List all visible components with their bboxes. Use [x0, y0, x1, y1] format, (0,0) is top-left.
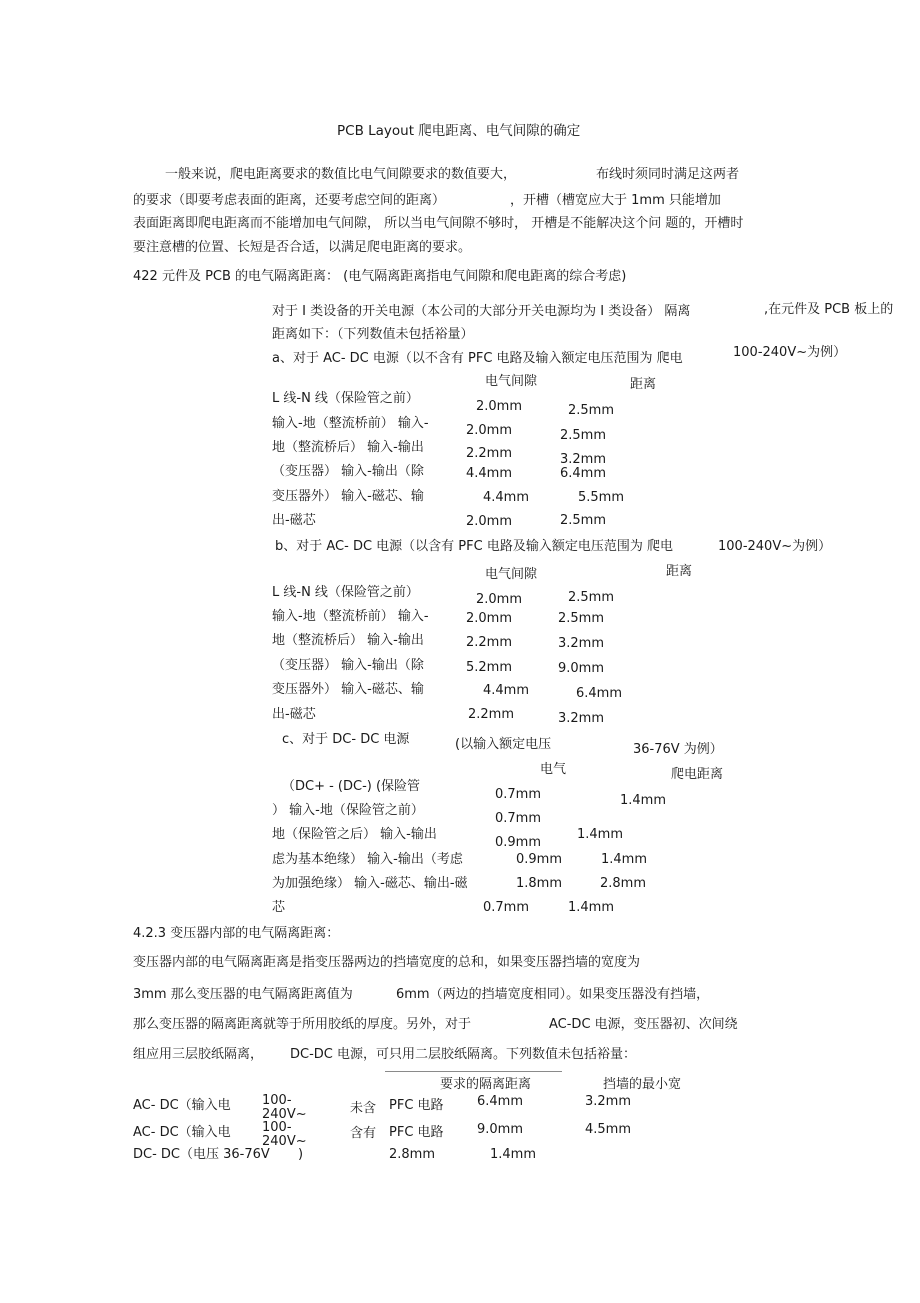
creepage-value: 2.5mm	[560, 428, 607, 443]
creepage-value: 2.5mm	[560, 513, 607, 528]
column-header: 距离	[666, 564, 693, 579]
clearance-value: 4.4mm	[466, 466, 513, 481]
clearance-value: 5.2mm	[466, 660, 513, 675]
clearance-value: 1.8mm	[516, 876, 563, 891]
column-header: 电气	[540, 762, 567, 777]
body-line: 变压器内部的电气隔离距离是指变压器两边的挡墙宽度的总和，如果变压器挡墙的宽度为	[133, 955, 641, 970]
clearance-value: 0.9mm	[495, 835, 542, 850]
row-label: 芯	[272, 900, 286, 915]
creepage-value: 2.5mm	[558, 611, 605, 626]
voltage-range: 100-240V~为例）	[733, 345, 847, 360]
clearance-value: 2.2mm	[466, 446, 513, 461]
table-rule	[385, 1071, 562, 1072]
section-intro: 距离如下：（下列数值未包括裕量）	[272, 327, 474, 342]
clearance-value: 2.2mm	[466, 635, 513, 650]
row-label: （变压器） 输入-输出（除	[272, 464, 424, 479]
row-label: 输入-地（整流桥前） 输入-	[272, 609, 429, 624]
section-intro: ,在元件及 PCB 板上的	[764, 302, 894, 317]
clearance-value: 0.7mm	[495, 811, 542, 826]
row-label: 出-磁芯	[272, 513, 316, 528]
table-row-isolation: 9.0mm	[477, 1122, 524, 1137]
row-label: 地（整流桥后） 输入-输出	[272, 633, 424, 648]
table-row-pfc: PFC 电路	[389, 1098, 444, 1113]
table-row-wall: 1.4mm	[490, 1147, 537, 1162]
row-label: L 线-N 线（保险管之前）	[272, 391, 419, 406]
clearance-value: 0.9mm	[516, 852, 563, 867]
table-row-isolation: 6.4mm	[477, 1094, 524, 1109]
body-line: AC-DC 电源，变压器初、次间绕	[549, 1017, 738, 1032]
intro-line: 布线时须同时满足这两者	[596, 167, 740, 182]
row-label: 输入-地（整流桥前） 输入-	[272, 416, 429, 431]
clearance-value: 2.0mm	[476, 592, 523, 607]
creepage-value: 1.4mm	[568, 900, 615, 915]
creepage-value: 3.2mm	[558, 711, 605, 726]
clipped-cell	[262, 1107, 308, 1122]
subsection-note: (以输入额定电压	[455, 737, 552, 752]
row-label: L 线-N 线（保险管之前）	[272, 585, 419, 600]
table-row-label: AC- DC（输入电	[133, 1125, 231, 1140]
table-row-wall: 3.2mm	[585, 1094, 632, 1109]
column-header: 距离	[630, 377, 657, 392]
intro-line: 的要求（即要考虑表面的距离，还要考虑空间的距离）	[133, 193, 446, 208]
table-row-voltage: 240V~	[262, 1134, 307, 1149]
creepage-value: 3.2mm	[558, 636, 605, 651]
row-label: 变压器外） 输入-磁芯、输	[272, 682, 424, 697]
table-row-isolation: 2.8mm	[389, 1147, 436, 1162]
column-header: 电气间隙	[485, 567, 538, 582]
table-row-voltage: 100-	[262, 1093, 292, 1108]
clearance-value: 0.7mm	[483, 900, 530, 915]
body-line: 3mm 那么变压器的电气隔离距离值为	[133, 987, 353, 1002]
column-header: 挡墙的最小宽	[603, 1077, 682, 1092]
subsection-heading: b、对于 AC- DC 电源（以含有 PFC 电路及输入额定电压范围为 爬电	[275, 539, 673, 554]
table-row-voltage: 100-	[262, 1120, 292, 1135]
table-row-close: )	[298, 1147, 304, 1162]
table-row-pfc: PFC 电路	[389, 1125, 444, 1140]
creepage-value: 2.5mm	[568, 403, 615, 418]
intro-line: ，开槽（槽宽应大于 1mm 只能增加	[510, 193, 721, 208]
row-label: （变压器） 输入-输出（除	[272, 658, 424, 673]
creepage-value: 2.5mm	[568, 590, 615, 605]
table-row-label: DC- DC（电压 36-76V	[133, 1147, 270, 1162]
row-label: （DC+ - (DC-) (保险管	[282, 779, 421, 794]
body-line: 那么变压器的隔离距离就等于所用胶纸的厚度。另外，对于	[133, 1017, 472, 1032]
row-label: ） 输入-地（保险管之前）	[272, 803, 424, 818]
voltage-range: 100-240V~为例）	[718, 539, 832, 554]
intro-line: 要注意槽的位置、长短是否合适，以满足爬电距离的要求。	[133, 240, 472, 255]
intro-line: 表面距离即爬电距离而不能增加电气间隙， 所以当电气间隙不够时， 开槽是不能解决这个问 题的，开槽时	[133, 216, 744, 231]
intro-line: 一般来说，爬电距离要求的数值比电气间隙要求的数值要大，	[165, 167, 517, 182]
page-title: PCB Layout 爬电距离、电气间隙的确定	[337, 123, 581, 139]
subsection-heading: c、对于 DC- DC 电源	[282, 732, 410, 747]
clearance-value: 2.0mm	[466, 423, 513, 438]
clearance-value: 2.0mm	[476, 399, 523, 414]
table-row-voltage: 240V~	[262, 1107, 307, 1122]
clearance-value: 2.0mm	[466, 514, 513, 529]
creepage-value: 1.4mm	[601, 852, 648, 867]
voltage-range: 36-76V 为例）	[633, 742, 723, 757]
subsection-heading: a、对于 AC- DC 电源（以不含有 PFC 电路及输入额定电压范围为 爬电	[272, 351, 683, 366]
clearance-value: 2.0mm	[466, 611, 513, 626]
row-label: 出-磁芯	[272, 707, 316, 722]
clearance-value: 4.4mm	[483, 490, 530, 505]
body-line: 组应用三层胶纸隔离，	[133, 1047, 264, 1062]
column-header: 要求的隔离距离	[440, 1077, 532, 1092]
row-label: 为加强绝缘） 输入-磁芯、输出-磁	[272, 876, 468, 891]
creepage-value: 5.5mm	[578, 490, 625, 505]
row-label: 虑为基本绝缘） 输入-输出（考虑	[272, 852, 463, 867]
section-heading: 4.2.3 变压器内部的电气隔离距离：	[133, 926, 340, 941]
creepage-value: 2.8mm	[600, 876, 647, 891]
clearance-value: 2.2mm	[468, 707, 515, 722]
section-heading: 422 元件及 PCB 的电气隔离距离： (电气隔离距离指电气间隙和爬电距离的综合考虑)	[133, 269, 627, 284]
creepage-value: 3.2mm	[560, 452, 607, 467]
clipped-cell	[262, 1134, 308, 1149]
clearance-value: 0.7mm	[495, 787, 542, 802]
clearance-value: 4.4mm	[483, 683, 530, 698]
body-line: 6mm（两边的挡墙宽度相同）。如果变压器没有挡墙，	[396, 987, 710, 1002]
table-row-wall: 4.5mm	[585, 1122, 632, 1137]
creepage-value: 6.4mm	[560, 466, 607, 481]
creepage-value: 1.4mm	[577, 827, 624, 842]
creepage-value: 6.4mm	[576, 686, 623, 701]
body-line: DC-DC 电源，可只用二层胶纸隔离。下列数值未包括裕量：	[290, 1047, 636, 1062]
table-row-label: AC- DC（输入电	[133, 1098, 231, 1113]
table-row-pfc-mark: 含有	[350, 1126, 377, 1141]
column-header: 电气间隙	[485, 374, 538, 389]
creepage-value: 9.0mm	[558, 661, 605, 676]
table-row-pfc-mark: 未含	[350, 1101, 377, 1116]
row-label: 地（保险管之后） 输入-输出	[272, 827, 437, 842]
row-label: 地（整流桥后） 输入-输出	[272, 440, 424, 455]
creepage-value: 1.4mm	[620, 793, 667, 808]
column-header: 爬电距离	[671, 767, 724, 782]
row-label: 变压器外） 输入-磁芯、输	[272, 489, 424, 504]
section-intro: 对于 I 类设备的开关电源（本公司的大部分开关电源均为 I 类设备） 隔离	[272, 304, 691, 319]
